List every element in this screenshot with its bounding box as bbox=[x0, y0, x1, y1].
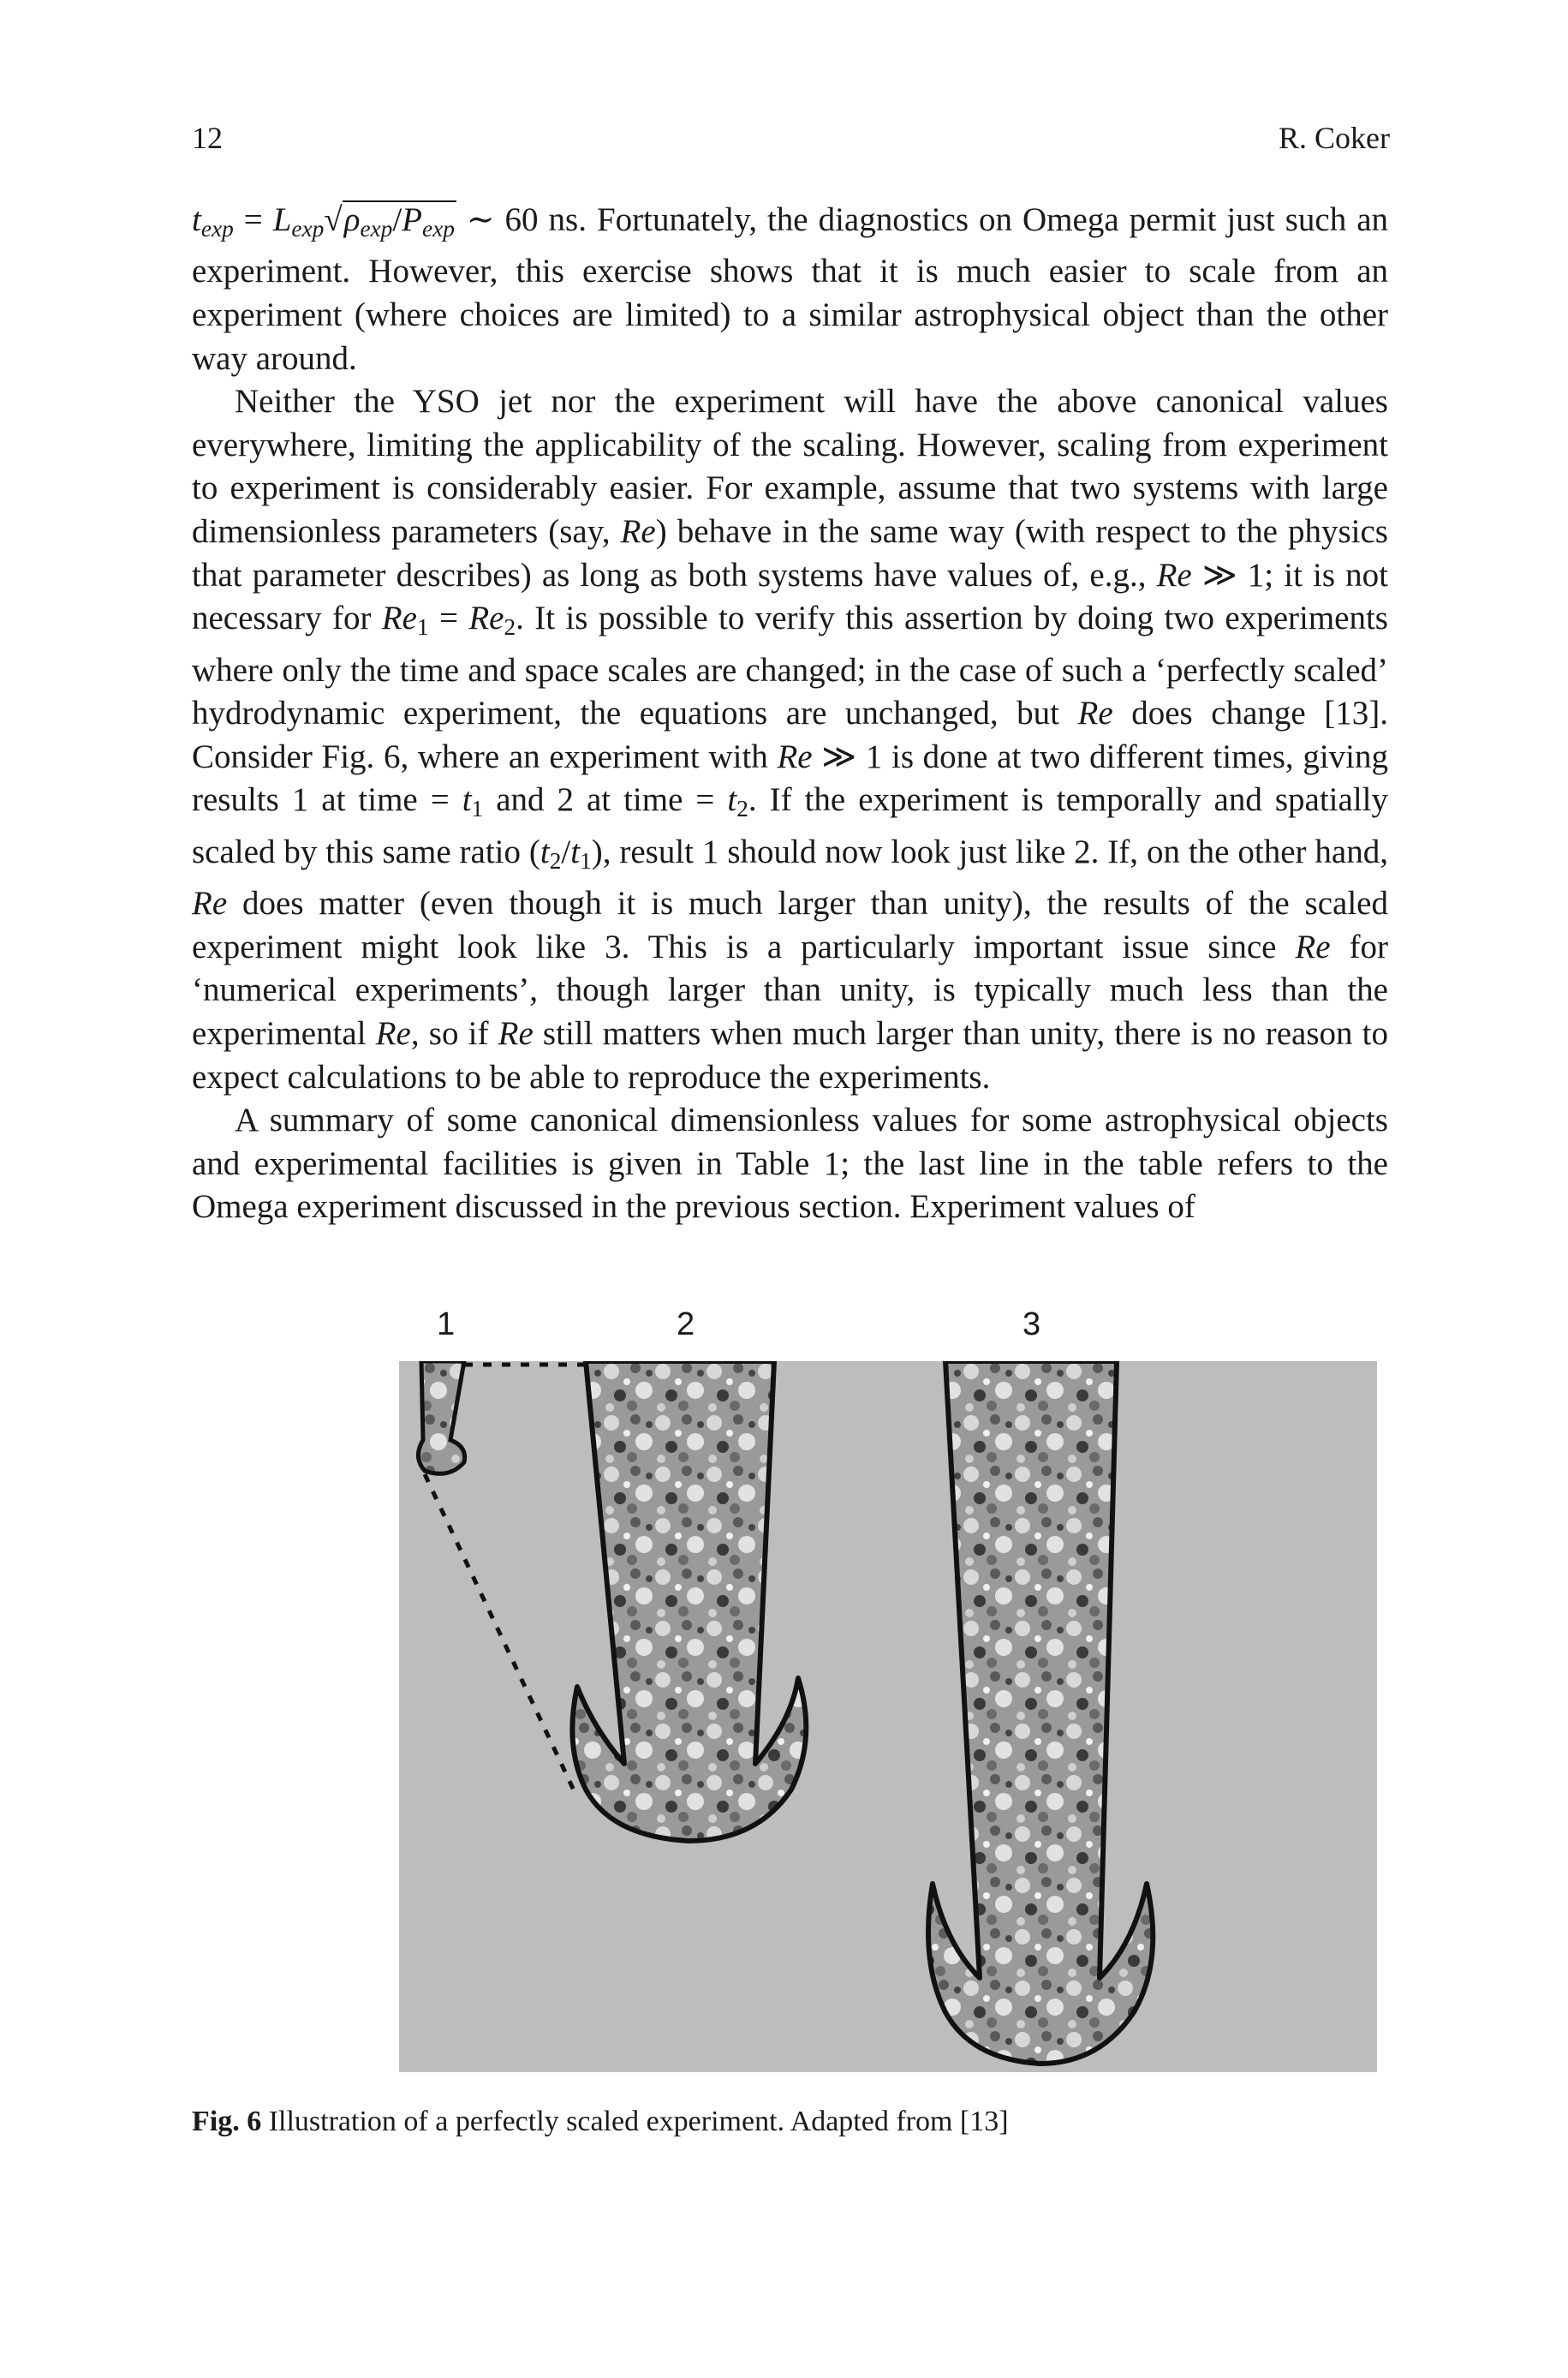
eq-rho-sub: exp bbox=[360, 215, 393, 242]
figure-labels bbox=[192, 1306, 1388, 1358]
p2-seg-a: Neither the YSO jet nor the experiment will have the above canonical values everywhere, limiting the applicability of the scaling. However, scaling from experiment to experiment is considerably easier. For example, assume that two systems with large dimensionless parameters (say, bbox=[192, 383, 1388, 550]
figure-label-2: 2 bbox=[677, 1306, 695, 1342]
p2-ratio-t1-sub: 1 bbox=[580, 847, 592, 874]
eq-sqrt-body bbox=[343, 200, 456, 242]
p2-seg-n: still matters when much larger than unity, there is no reason to expect calculations to be able to reproduce the experiments. bbox=[192, 1014, 1388, 1096]
p2-re-4: Re bbox=[468, 600, 504, 637]
p2-t1: t bbox=[462, 781, 472, 819]
p2-seg-c: ≫ 1; it is not necessary for bbox=[192, 556, 1389, 637]
p2-ratio-t2: t bbox=[540, 833, 550, 870]
p2-t2: t bbox=[727, 781, 737, 819]
caption-text: Illustration of a perfectly scaled experiment. Adapted from [13] bbox=[261, 2106, 1009, 2137]
eq-P: P bbox=[402, 201, 422, 238]
p2-seg-e: . It is possible to verify this assertion by doing two experiments where only the time and space scales are changed; in the case of such a ‘perfectly scaled’ hydrodynamic experiment, the equations are unchanged, but bbox=[192, 600, 1388, 732]
p2-re-5: Re bbox=[1077, 695, 1113, 732]
eq-L-sub: exp bbox=[291, 215, 325, 242]
page-header bbox=[192, 120, 1390, 163]
p2-seg-l: for ‘numerical experiments’, though larger than unity, is typically much less than the experimental bbox=[192, 928, 1388, 1052]
body-text bbox=[192, 199, 1388, 1229]
p2-seg-g: ≫ 1 is done at two different times, giving results 1 at time = bbox=[192, 738, 1388, 819]
p2-re-2: Re bbox=[1156, 556, 1192, 594]
paragraph-3: A summary of some canonical dimensionless values for some astrophysical objects and experimental facilities is given in Table 1; the last line in the table refers to the Omega experiment discussed in the previous section. Experiment values of bbox=[192, 1102, 1388, 1226]
caption-label: Fig. 6 bbox=[192, 2106, 262, 2137]
p2-sub-2: 2 bbox=[504, 613, 516, 640]
p2-seg-j: ), result 1 should now look just like 2. If, on the other hand, bbox=[591, 833, 1388, 870]
p2-seg-k: does matter (even though it is much larger than unity), the results of the scaled experiment might look like 3. This is a particularly important issue since bbox=[192, 885, 1388, 965]
p2-ratio-slash: / bbox=[561, 833, 571, 870]
p2-re-6: Re bbox=[777, 738, 813, 775]
p2-seg-d: = bbox=[428, 600, 469, 637]
p2-re-8: Re bbox=[1295, 928, 1331, 965]
p2-re-9: Re bbox=[375, 1014, 411, 1052]
paragraph-1-text: Fortunately, the diagnostics on Omega permit just such an experiment. However, this exercise shows that it is much easier to scale from an experiment (where choices are limited) to a similar astrophysical object than the other way around. bbox=[192, 201, 1389, 377]
p2-seg-i: . If the experiment is temporally and spatially scaled by this same ratio ( bbox=[192, 781, 1388, 870]
p2-t2-sub: 2 bbox=[736, 796, 748, 822]
eq-L: L bbox=[272, 201, 292, 238]
p2-seg-h: and 2 at time = bbox=[483, 781, 728, 819]
running-head: R. Coker bbox=[1279, 121, 1390, 155]
p2-ratio-t2-sub: 2 bbox=[549, 847, 562, 874]
eq-approx: ∼ 60 ns. bbox=[466, 201, 587, 238]
figure-background bbox=[399, 1361, 1377, 2072]
p2-ratio-t1: t bbox=[570, 833, 581, 870]
eq-slash: / bbox=[392, 201, 402, 238]
p2-re-7: Re bbox=[192, 885, 228, 923]
eq-P-sub: exp bbox=[422, 215, 455, 242]
jet-illustration bbox=[192, 1361, 1388, 2072]
p2-t1-sub: 1 bbox=[471, 796, 484, 822]
figure-6 bbox=[192, 1306, 1388, 2094]
eq-t: t bbox=[192, 201, 201, 238]
p2-re-1: Re bbox=[620, 512, 656, 550]
p2-seg-m: , so if bbox=[410, 1014, 498, 1052]
p2-re-10: Re bbox=[498, 1014, 534, 1052]
sqrt-icon: √ bbox=[324, 201, 343, 238]
figure-label-1: 1 bbox=[437, 1306, 456, 1342]
eq-equals: = bbox=[243, 201, 263, 238]
p2-seg-b: ) behave in the same way (with respect to the physics that parameter describes) as long as both systems have values of, e.g., bbox=[192, 512, 1388, 594]
p2-re-3: Re bbox=[381, 600, 417, 637]
p2-seg-f: does change [13]. Consider Fig. 6, where an experiment with bbox=[192, 695, 1388, 775]
page-number: 12 bbox=[192, 121, 223, 155]
eq-rho: ρ bbox=[343, 201, 361, 238]
eq-t-sub: exp bbox=[200, 215, 234, 242]
figure-caption bbox=[192, 2103, 1388, 2141]
paragraph-2 bbox=[192, 380, 1388, 1099]
paragraph-1 bbox=[192, 199, 1388, 380]
p2-sub-1: 1 bbox=[416, 613, 429, 640]
figure-label-3: 3 bbox=[1022, 1306, 1041, 1342]
